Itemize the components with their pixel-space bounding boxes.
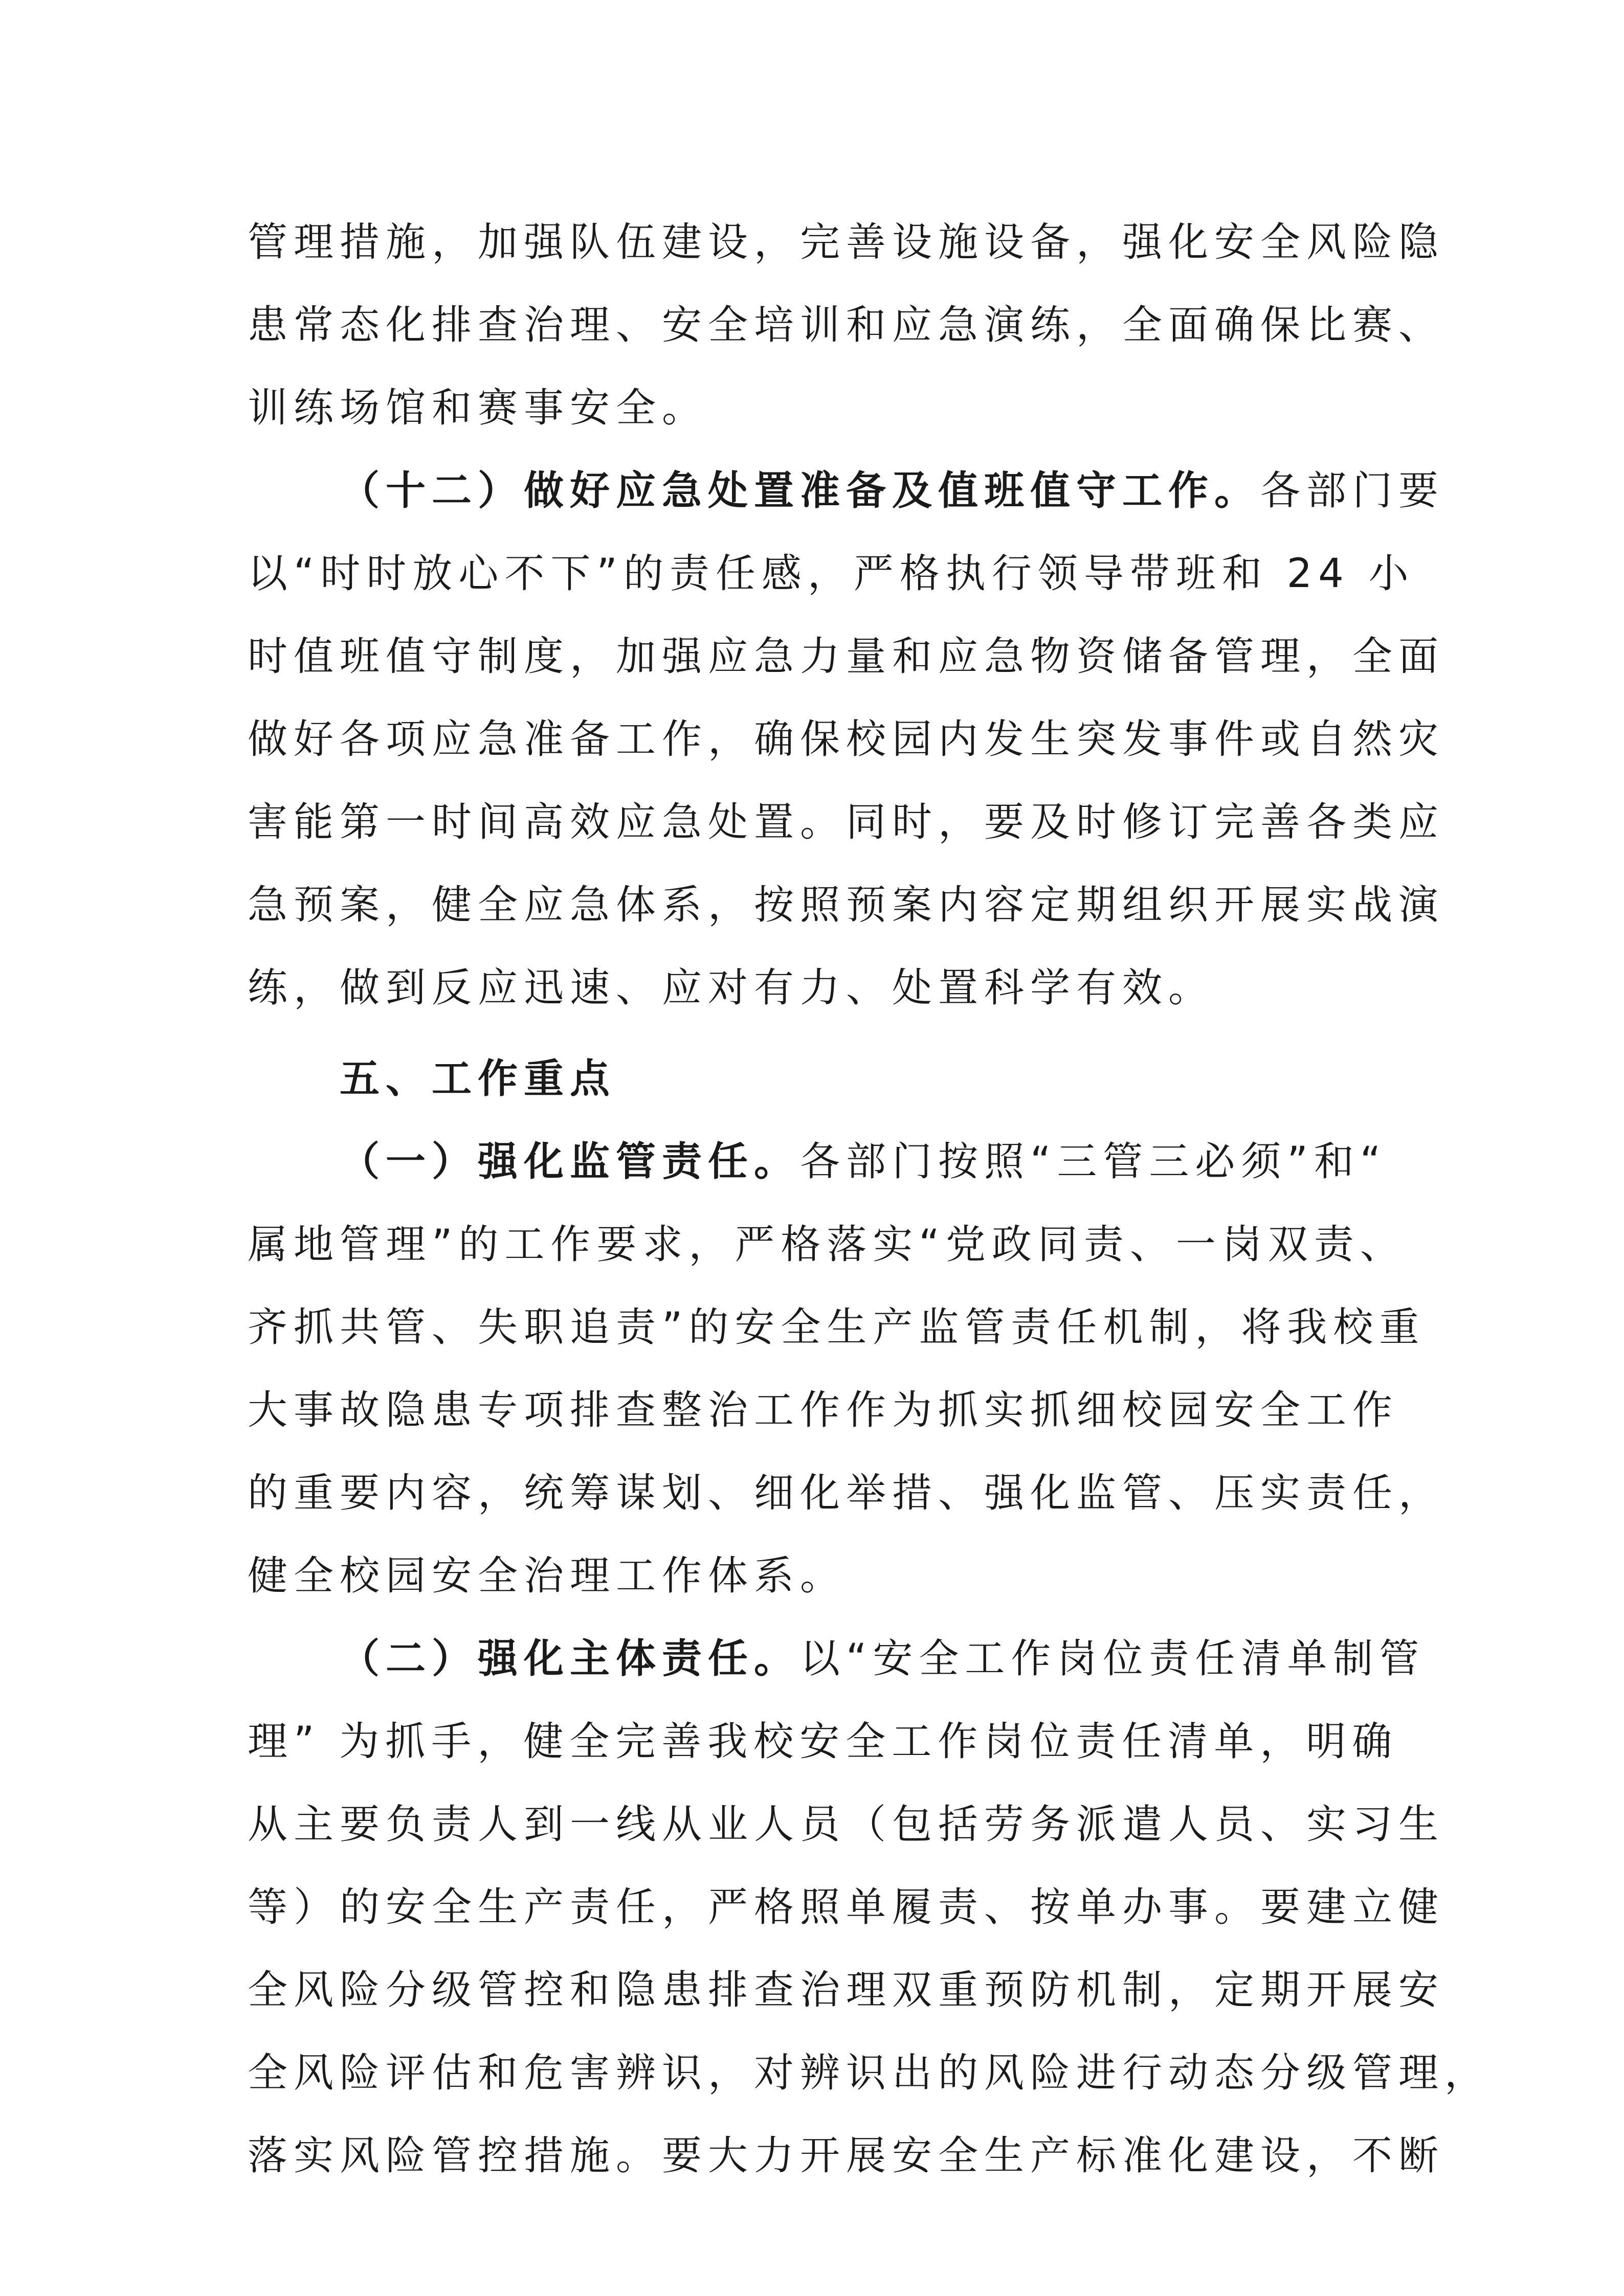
paragraph-line: 以“时时放心不下”的责任感，严格执行领导带班和 24 小 [248, 551, 1415, 597]
paragraph-first-line [248, 1136, 1396, 1219]
paragraph-line: 做好各项应急准备工作，确保校园内发生突发事件或自然灾 [248, 716, 1445, 762]
body-text [248, 217, 1491, 2213]
paragraph-first-line [248, 465, 1445, 548]
paragraph-line: 齐抓共管、失职追责”的安全生产监管责任机制，将我校重 [248, 1304, 1426, 1350]
paragraph-line: 的重要内容，统筹谋划、细化举措、强化监管、压实责任， [248, 1470, 1445, 1516]
paragraph-line: 全风险评估和危害辨识，对辨识出的风险进行动态分级管理， [248, 2050, 1491, 2096]
paragraph-line: 健全校园安全治理工作体系。 [248, 1553, 847, 1599]
paragraph-first-line [248, 1633, 1426, 1716]
paragraph-line: 大事故隐患专项排查整治工作作为抓实抓细校园安全工作 [248, 1387, 1399, 1433]
paragraph-line: 理” 为抓手，健全完善我校安全工作岗位责任清单，明确 [248, 1719, 1398, 1765]
paragraph-line: 患常态化排查治理、安全培训和应急演练，全面确保比赛、 [248, 302, 1445, 348]
paragraph-text: 各部门要 [1260, 468, 1445, 514]
paragraph-line: 时值班值守制度，加强应急力量和应急物资储备管理，全面 [248, 634, 1445, 680]
paragraph-text: 以“安全工作岗位责任清单制管 [800, 1636, 1426, 1682]
paragraph-line: 管理措施，加强队伍建设，完善设施设备，强化安全风险隐 [248, 219, 1445, 265]
paragraph-line: 落实风险管控措施。要大力开展安全生产标准化建设，不断 [248, 2133, 1445, 2179]
paragraph-heading: （一）强化监管责任。 [340, 1139, 800, 1185]
paragraph-line: 害能第一时间高效应急处置。同时，要及时修订完善各类应 [248, 799, 1445, 845]
paragraph-line: 练，做到反应迅速、应对有力、处置科学有效。 [248, 965, 1215, 1011]
paragraph-line: 训练场馆和赛事安全。 [248, 385, 708, 431]
paragraph-line: 等）的安全生产责任，严格照单履责、按单办事。要建立健 [248, 1884, 1445, 1930]
paragraph-heading: （十二）做好应急处置准备及值班值守工作。 [340, 468, 1261, 514]
paragraph-line: 急预案，健全应急体系，按照预案内容定期组织开展实战演 [248, 882, 1445, 928]
section-heading: 五、工作重点 [340, 1056, 616, 1102]
paragraph-line: 从主要负责人到一线从业人员（包括劳务派遣人员、实习生 [248, 1802, 1445, 1848]
paragraph-heading: （二）强化主体责任。 [340, 1636, 800, 1682]
paragraph-text: 各部门按照“三管三必须”和“ [800, 1139, 1387, 1185]
paragraph-line: 全风险分级管控和隐患排查治理双重预防机制，定期开展安 [248, 1967, 1445, 2013]
paragraph-line: 属地管理”的工作要求，严格落实“党政同责、一岗双责、 [248, 1222, 1406, 1268]
